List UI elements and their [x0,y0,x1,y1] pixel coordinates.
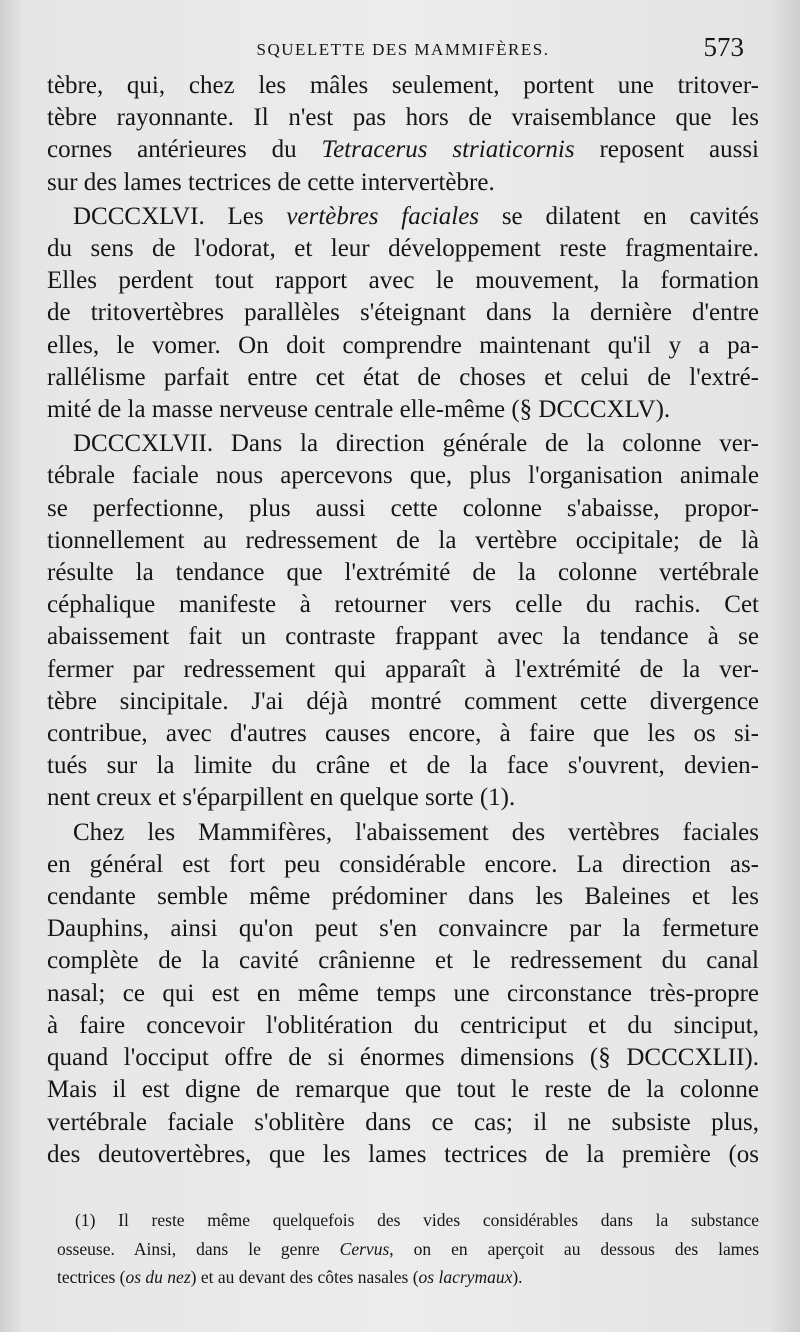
text-line: vertébrale faciale s'oblitère dans ce cas; il ne subsiste plus, [47,1108,759,1136]
text-line: rallélisme parfait entre cet état de choses et celui de l'extré- [47,363,759,391]
text-run: reposent aussi [574,136,759,164]
text-line: céphalique manifeste à retourner vers celle du rachis. Cet [47,591,759,619]
text-line: contribue, avec d'autres causes encore, à faire que les os si- [47,720,759,748]
text-line: nasal; ce qui est en même temps une circonstance très-propre [47,979,759,1007]
text-line: du sens de l'odorat, et leur développement reste fragmentaire. [47,235,759,263]
text-line: à faire concevoir l'oblitération du centriciput et du sinciput, [47,1011,759,1039]
text-line: fermer par redressement qui apparaît à l'extrémité de la ver- [47,655,759,683]
text-run: tectrices ( [57,1267,126,1287]
main-text [47,70,759,1171]
text-run: cornes antérieures du [47,136,322,164]
text-line: quand l'occiput offre de si énormes dimensions (§ DCCCXLII). [47,1044,759,1072]
paragraph-846-start [47,201,759,233]
text-line: en général est fort peu considérable encore. La direction as- [47,850,759,878]
footnote-line: (1) Il reste même quelquefois des vides considérables dans la substance [75,1210,759,1230]
text-run: DCCCXLVI. Les [73,202,287,230]
text-line: tèbre sincipitale. J'ai déjà montré comment cette divergence [47,687,759,715]
text-run: ). [512,1267,523,1287]
paragraph-847-start: DCCCXLVII. Dans la direction générale de la colonne ver- [73,430,759,458]
text-line: tèbre rayonnante. Il n'est pas hors de vraisemblance que les [47,104,759,132]
page-number: 573 [703,32,744,62]
running-title: SQUELETTE DES MAMMIFÈRES. [256,40,550,59]
footnote [57,1206,759,1292]
text-line: tionnellement au redressement de la vertèbre occipitale; de là [47,526,759,554]
text-line: nent creux et s'éparpillent en quelque sorte (1). [47,784,516,812]
text-line: elles, le vomer. On doit comprendre maintenant qu'il y a pa- [47,331,759,359]
paragraph-mammiferes-start: Chez les Mammifères, l'abaissement des vertèbres faciales [73,818,759,846]
text-line: résulte la tendance que l'extrémité de la colonne vertébrale [47,559,759,587]
text-line [47,134,759,166]
text-line: tébrale faciale nous apercevons que, plus l'organisation animale [47,462,759,490]
text-line: se perfectionne, plus aussi cette colonne s'abaisse, propor- [47,494,759,522]
text-line: cendante semble même prédominer dans les Baleines et les [47,883,759,911]
text-run: osseuse. Ainsi, dans le genre [57,1238,340,1259]
text-line: de tritovertèbres parallèles s'éteignant dans la dernière d'entre [47,299,759,327]
text-run: ) et au devant des côtes nasales ( [190,1267,419,1287]
text-run: , on en aperçoit au dessous des lames [389,1238,759,1259]
text-line: des deutovertèbres, que les lames tectrices de la première (os [47,1140,759,1168]
bone-name: os lacrymaux [418,1267,513,1287]
footnote-line [57,1235,759,1264]
text-run: se dilatent en cavités [479,202,759,230]
text-line: sur des lames tectrices de cette intervertèbre. [47,168,495,196]
genus-name: Cervus [339,1238,390,1259]
emphasis-term: vertèbres faciales [286,202,480,230]
text-line: abaissement fait un contraste frappant avec la tendance à se [47,623,759,651]
text-line: tués sur la limite du crâne et de la face s'ouvrent, devien- [47,752,759,780]
footnote-line [57,1263,759,1292]
text-line: Elles perdent tout rapport avec le mouvement, la formation [47,267,759,295]
text-line: Mais il est digne de remarque que tout le reste de la colonne [47,1076,759,1104]
species-name: Tetracerus striaticornis [321,136,575,164]
running-head [48,34,758,66]
text-line: mité de la masse nerveuse centrale elle-même (§ DCCCXLV). [47,396,671,424]
text-line: complète de la cavité crânienne et le redressement du canal [47,947,759,975]
bone-name: os du nez [125,1267,191,1287]
text-line: tèbre, qui, chez les mâles seulement, portent une tritover- [47,72,759,99]
text-line: Dauphins, ainsi qu'on peut s'en convaincre par la fermeture [47,915,759,943]
